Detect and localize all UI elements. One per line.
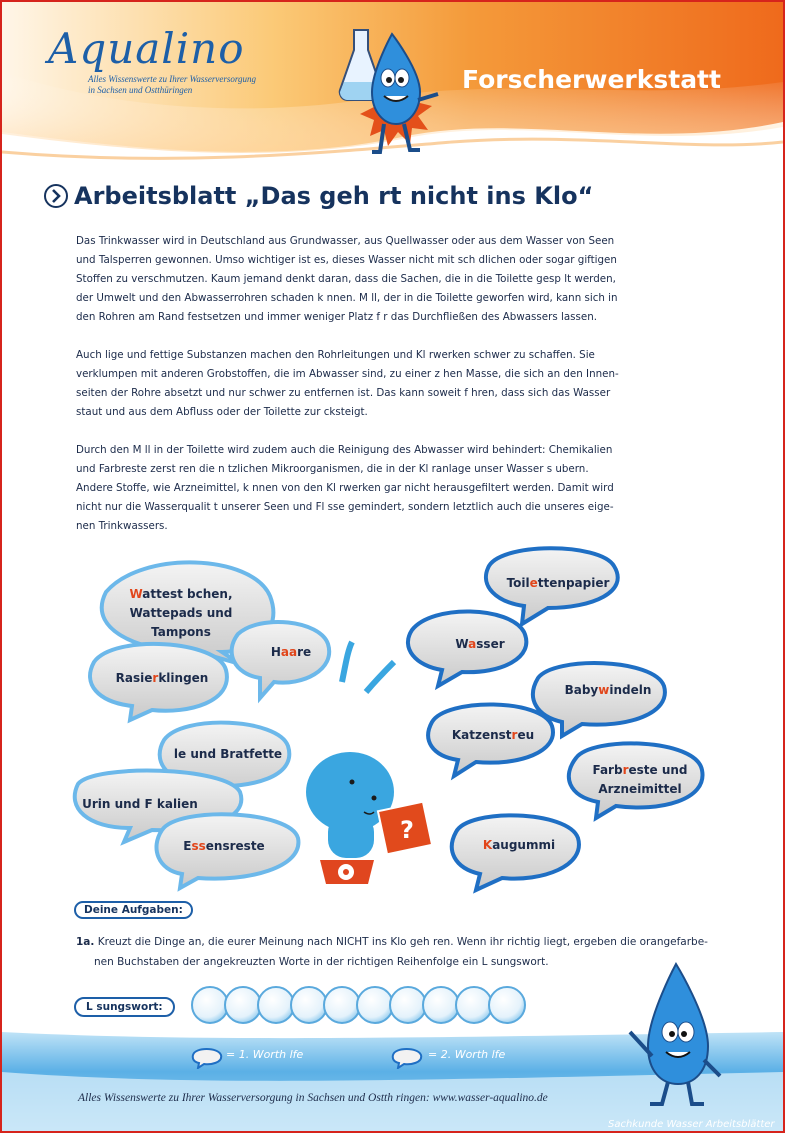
solution-letter-box[interactable] [258,987,294,1023]
tagline-line-2: in Sachsen und Ostthüringen [88,85,193,95]
label-text: E [183,839,192,853]
text-line: und Talsperren gewonnen. Umso wichtiger ist es, dieses Wasser nicht mit sch dlichen oder sogar giftigen [76,254,617,266]
task-text-line: nen Buchstaben der angekreuzten Worte in der richtigen Reihenfolge ein L sungswort. [94,956,549,968]
solution-letter: e [529,576,538,590]
solution-letter-box[interactable] [423,987,459,1023]
label-text: klingen [158,671,209,685]
bubble-label-toilettenpapier[interactable] [506,574,610,593]
solution-letter-box[interactable] [192,987,228,1023]
aqualino-logo: Aqualino [48,24,245,73]
label-text: Baby [564,683,599,697]
label-text: ensreste [205,839,265,853]
bubble-label-wasser[interactable] [450,635,510,654]
label-text: Toil [506,576,530,590]
text-line: Auch lige und fettige Substanzen machen den Rohrleitungen und Kl rwerken schwer zu schaffen. Sie [76,349,595,361]
bubble-label-urin[interactable] [80,795,200,814]
logo-tagline [88,74,298,96]
solution-letter-box[interactable] [489,987,525,1023]
solution-letter: r [622,763,629,777]
footer-note: Alles Wissenswerte zu Ihrer Wasserversorgung in Sachsen und Ostth ringen: www.wasser-aqualino.de [78,1092,548,1104]
section-title: Forscherwerkstatt [462,65,721,94]
text-line: verklumpen mit anderen Grobstoffen, die im Abwasser sind, zu einer z hen Masse, die sich an den Innen- [76,368,619,380]
bubble-label-katzenstreu[interactable] [448,726,538,745]
paragraph-2 [76,346,646,422]
text-line: Durch den M ll in der Toilette wird zudem auch die Reinigung des Abwasser wird behindert: Chemikalien [76,444,613,456]
bubble-label-wattestaebchen[interactable] [122,585,240,642]
text-line: und Farbreste zerst ren die n tzlichen Mikroorganismen, die in der Kl ranlage unser Wasser s ubern. [76,463,589,475]
solution-letter: K [482,838,493,852]
bubble-label-essensreste[interactable] [180,837,268,856]
solution-letter-box[interactable] [456,987,492,1023]
solution-letter: r [152,671,159,685]
tasks-heading: Deine Aufgaben: [74,901,193,919]
tagline-line-1: Alles Wissenswerte zu Ihrer Wasserversorgung [88,74,256,84]
solution-letter: a [468,637,477,651]
task-text-line: Kreuzt die Dinge an, die eurer Meinung nach NICHT ins Klo geh ren. Wenn ihr richtig liegt, ergeben die orangefarbe- [97,936,708,948]
solution-label: L sungswort: [74,997,175,1017]
watermark: Sachkunde Wasser Arbeitsblätter [608,1119,775,1130]
worksheet-title: Arbeitsblatt „Das geh rt nicht ins Klo“ [74,182,594,210]
solution-letter-box[interactable] [291,987,327,1023]
text-line: den Rohren am Rand festsetzen und immer weniger Platz f r das Durchfließen des Abwassers lassen. [76,311,598,323]
text-line: nen Trinkwassers. [76,520,168,532]
hint-bubble-icon-2 [390,1045,424,1069]
bubble-label-babywindeln[interactable] [562,681,654,700]
bubble-label-oele[interactable] [172,745,284,764]
label-text: W [455,637,469,651]
label-text: Rasie [115,671,153,685]
hint-1-label: = 1. Worth lfe [226,1048,304,1061]
text-line: seiten der Rohre absetzt und nur schwer zu entfernen ist. Das kann soweit f hren, dass sich das Wasser [76,387,611,399]
label-text: sser [476,637,505,651]
label-text: attest bchen, Wattepads und Tampons [129,587,233,639]
label-text: ttenpapier [537,576,610,590]
bubble-graphics [2,542,783,902]
solution-answer-boxes [190,985,530,1027]
bunny-mascot-icon [306,642,432,884]
bubble-label-rasierklingen[interactable] [112,669,212,688]
task-number: 1a. [76,936,95,948]
solution-letter: W [129,587,143,601]
text-line: der Umwelt und den Abwasserrohren schaden k nnen. M ll, der in die Toilette geworfen wird, kann sich in [76,292,618,304]
text-line: Andere Stoffe, wie Arzneimittel, k nnen von den Kl rwerken gar nicht herausgefiltert werden. Damit wird [76,482,614,494]
solution-letter-box[interactable] [324,987,360,1023]
label-text: augummi [492,838,556,852]
hint-bubble-icon-1 [190,1045,224,1069]
label-text: eu [517,728,535,742]
label-text: le und Bratfette [173,747,283,761]
label-text: Urin und F kalien [82,797,198,811]
solution-letter-box[interactable] [390,987,426,1023]
text-line: Stoffen zu verschmutzen. Kaum jemand denkt daran, dass die Sachen, die in die Toilette gesp lt werden, [76,273,616,285]
label-text: este und Arzneimittel [598,763,688,796]
solution-letter: r [511,728,518,742]
paragraph-3 [76,441,646,536]
bubble-label-farbreste[interactable] [588,761,692,799]
label-text: Farb [592,763,623,777]
label-text: Katzenst [451,728,512,742]
svg-text:?: ? [400,816,414,844]
mascot-drop-icon [620,960,730,1110]
solution-letter: w [598,683,610,697]
solution-letter: aa [280,645,298,659]
bubble-label-haare[interactable] [264,643,318,662]
label-text: indeln [609,683,652,697]
label-text: H [270,645,281,659]
text-line: nicht nur die Wasserqualit t unserer Seen und Fl sse gemindert, sondern letztlich auch die unseres eige- [76,501,614,513]
hint-2-label: = 2. Worth lfe [428,1048,506,1061]
text-line: staut und aus dem Abfluss oder der Toilette zur cksteigt. [76,406,368,418]
solution-letter-box[interactable] [225,987,261,1023]
solution-letter: ss [191,839,206,853]
chevron-right-icon [44,184,68,208]
label-text: re [297,645,312,659]
bubble-label-kaugummi[interactable] [480,836,558,855]
text-line: Das Trinkwasser wird in Deutschland aus Grundwasser, aus Quellwasser oder aus dem Wasser von Seen [76,235,615,247]
solution-letter-box[interactable] [357,987,393,1023]
mascot-drop-flask-icon [332,20,447,170]
paragraph-1 [76,232,646,327]
